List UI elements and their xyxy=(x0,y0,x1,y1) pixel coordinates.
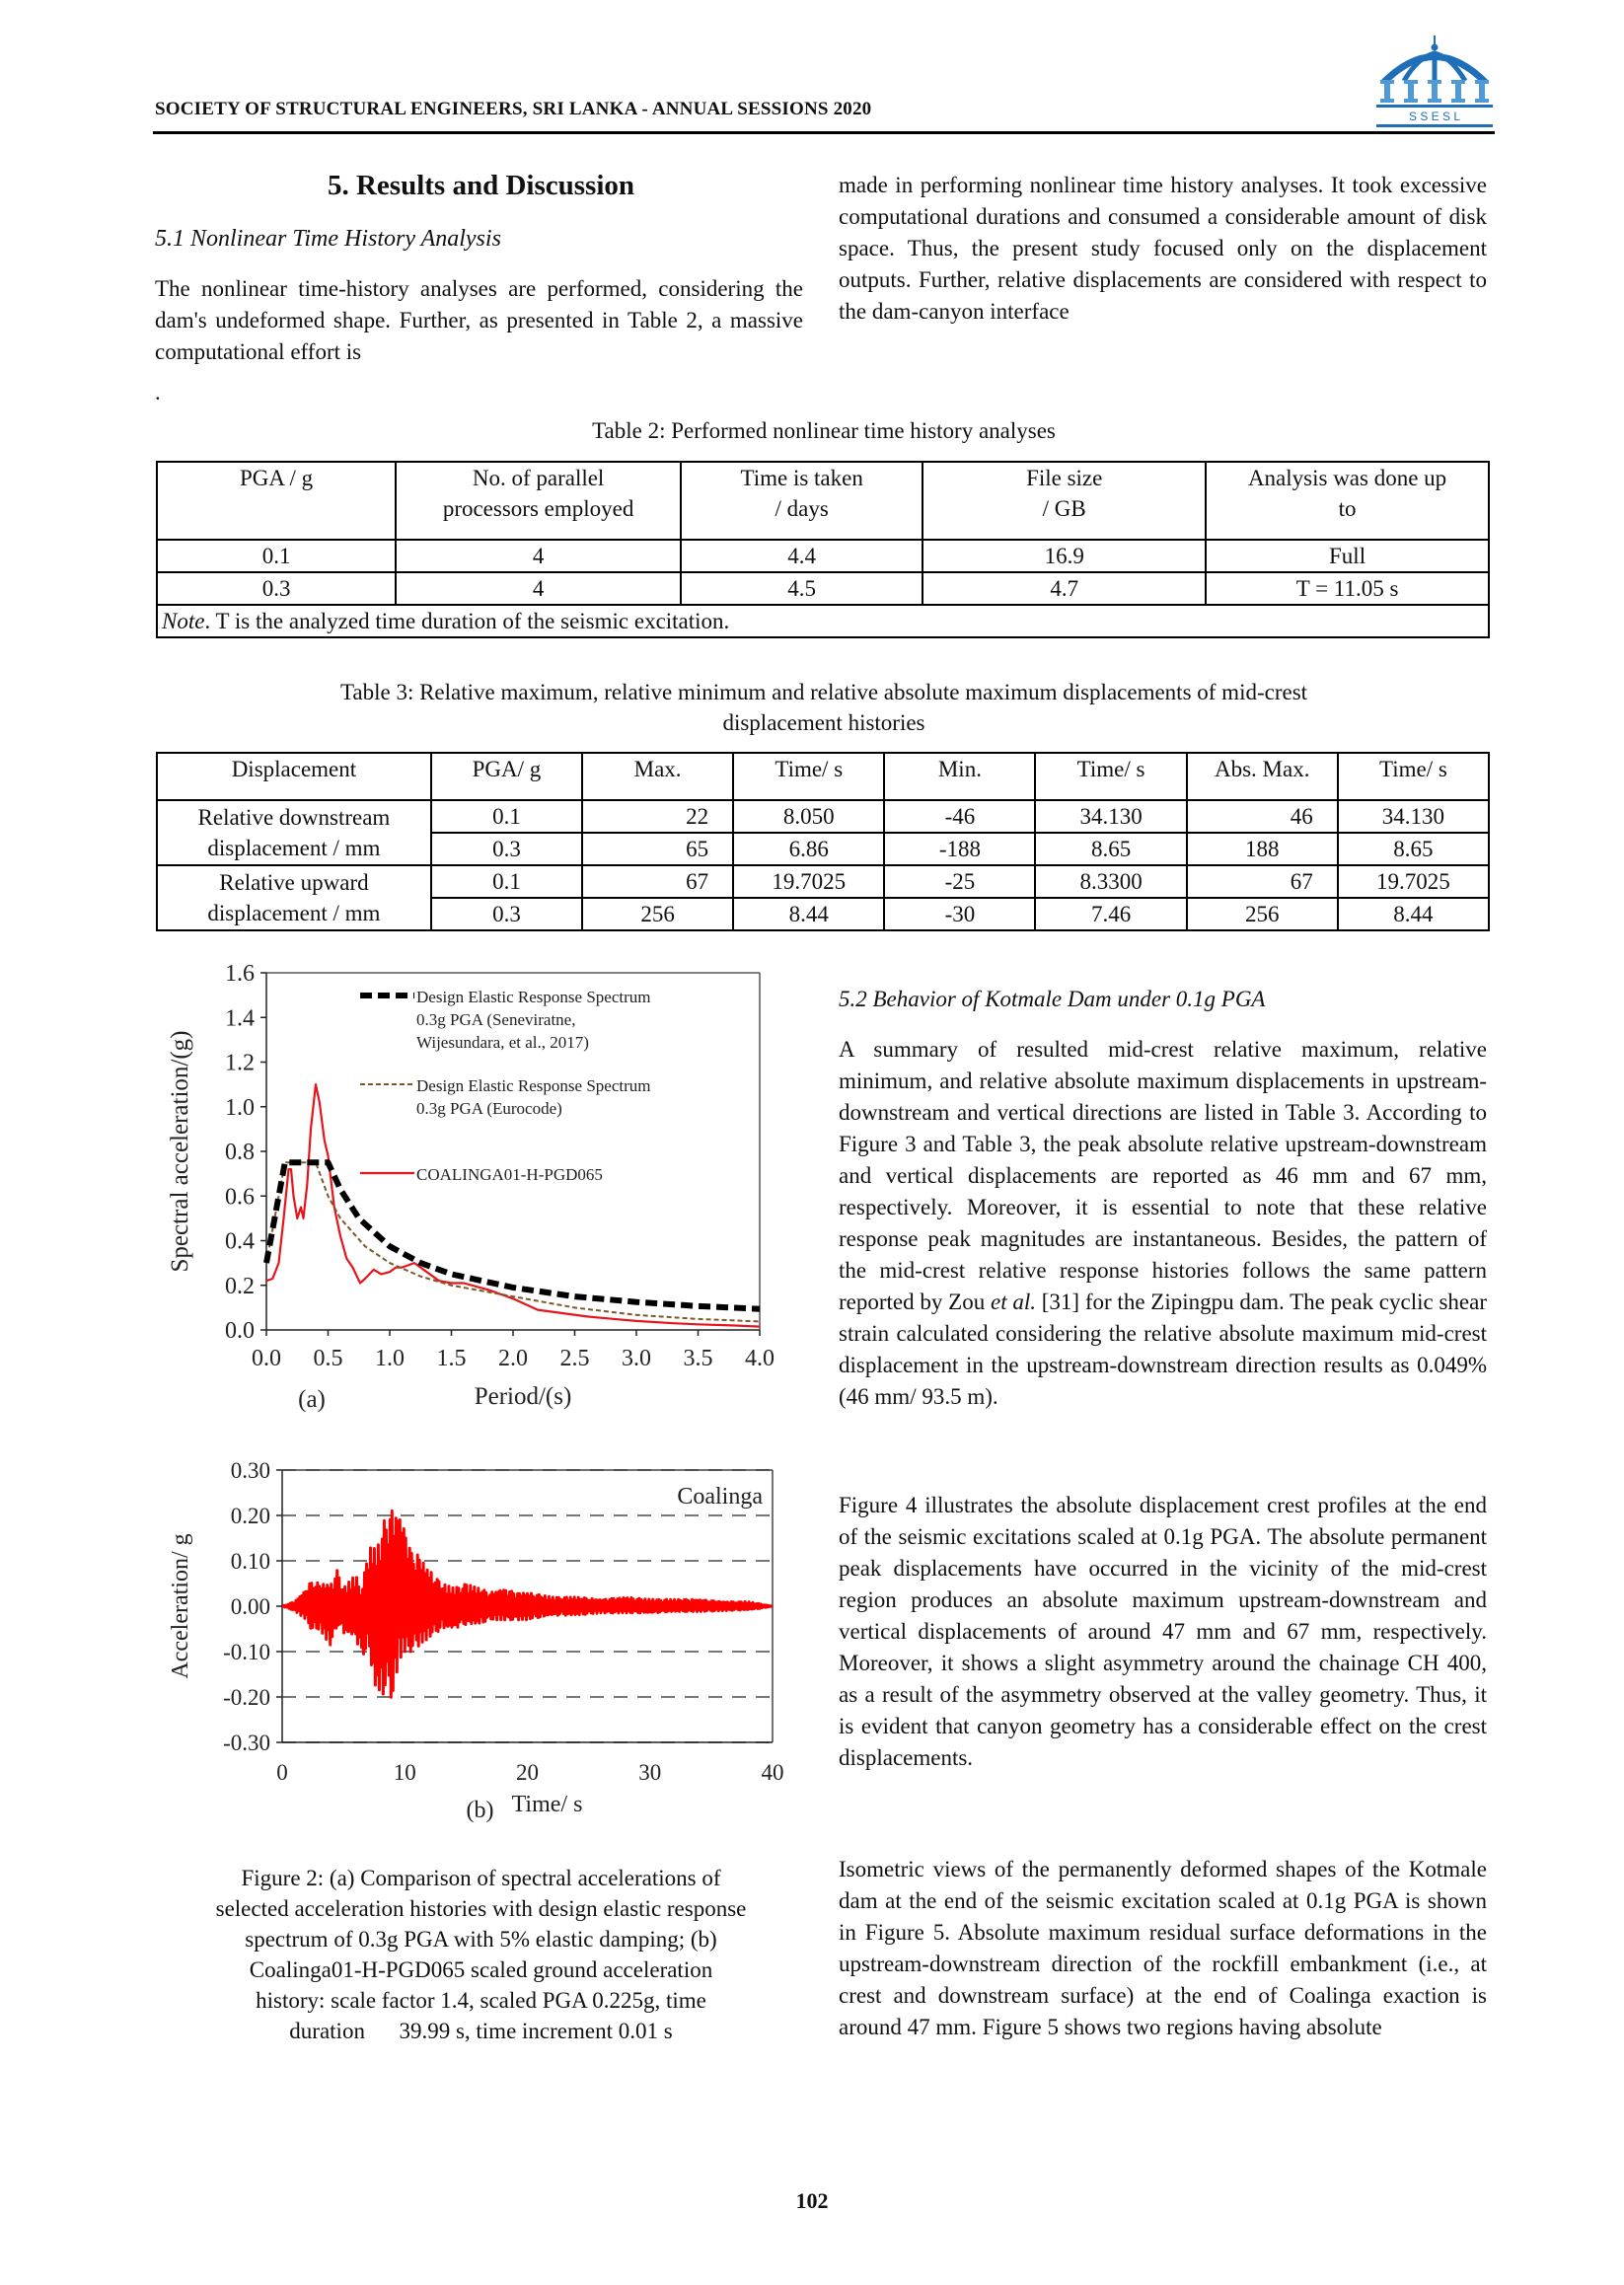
table3-cell: 67 xyxy=(1187,865,1338,898)
paragraph-5-1: The nonlinear time-history analyses are performed, considering the dam's undeformed shape. Further, as presented in Table 2, a massive computational effort is xyxy=(155,276,803,364)
paragraph-5-2-b: Figure 4 illustrates the absolute displacement crest profiles at the end of the seismic excitations scaled at 0.1g PGA. The absolute permanent peak displacements have occurred in the vicinity of the mid-crest region produces an absolute maximum upstream-downstream and vertical displacements of around 47 mm and 67 mm, respectively. Moreover, it shows a slight asymmetry around the chainage CH 400, as a result of the asymmetry observed at the valley geometry. Thus, it is evident that canyon geometry has a considerable effect on the crest displacements. xyxy=(839,1493,1487,1770)
acceleration-series-line xyxy=(282,1511,773,1697)
table2-cell: 4.4 xyxy=(681,540,923,572)
x-axis-label: Period/(s) xyxy=(474,1383,572,1410)
panel-label: (b) xyxy=(466,1798,494,1823)
y-tick-label: -0.10 xyxy=(223,1640,270,1664)
table2-caption: Table 2: Performed nonlinear time history analyses xyxy=(592,418,1056,443)
paragraph-5-2-c: Isometric views of the permanently deformed shapes of the Kotmale dam at the end of the seismic excitation scaled at 0.1g PGA is shown in Figure 5. Absolute maximum residual surface deformations in the upstream-downstream direction of the rockfill embankment (i.e., at crest and downstream surface) at the end of Coalinga exaction is around 47 mm. Figure 5 shows two regions having absolute xyxy=(839,1857,1487,2039)
logo-text: S S E S L xyxy=(1408,110,1461,123)
figure2-caption: Figure 2: (a) Comparison of spectral accelerations of selected acceleration histories with design elastic response spectrum of 0.3g PGA with 5% elastic damping; (b) Coalinga01-H-PGD065 scaled ground acceleration history: scale factor 1.4, scaled PGA 0.225g, time duration 39.99 s, time increment 0.01 s xyxy=(215,1866,747,2043)
table2-cell: Full xyxy=(1206,540,1489,572)
y-tick-label: 1.0 xyxy=(225,1094,255,1121)
table3-cell: 67 xyxy=(582,865,733,898)
table3-header-cell: PGA/ g xyxy=(431,753,582,800)
table2-header-cell: PGA / g xyxy=(157,462,396,540)
table2-header-cell: No. of parallel processors employed xyxy=(396,462,681,540)
table2 xyxy=(156,461,1490,638)
table2-header-cell: Analysis was done up to xyxy=(1206,462,1489,540)
y-tick-label: 1.2 xyxy=(225,1050,255,1076)
table3-cell: 0.3 xyxy=(431,898,582,930)
table3-cell: 8.65 xyxy=(1338,833,1489,865)
figure2a-spectral-chart xyxy=(158,962,799,1436)
table2-cell: 0.1 xyxy=(157,540,396,572)
legend-label: Design Elastic Response Spectrum xyxy=(416,988,651,1006)
table3-caption: Table 3: Relative maximum, relative minimum and relative absolute maximum displacements of mid-crest displacement histories xyxy=(339,680,1308,735)
table3-header-cell: Displacement xyxy=(157,753,431,800)
legend-label: Wijesundara, et al., 2017) xyxy=(416,1033,589,1052)
y-tick-label: 0.10 xyxy=(230,1549,270,1574)
table3-cell: 65 xyxy=(582,833,733,865)
x-tick-label: 3.0 xyxy=(622,1346,651,1371)
table3-cell: 256 xyxy=(1187,898,1338,930)
figure2b-acceleration-chart xyxy=(158,1460,799,1855)
table3-cell: -25 xyxy=(884,865,1035,898)
x-tick-label: 10 xyxy=(393,1760,416,1785)
x-tick-label: 3.5 xyxy=(683,1346,713,1371)
y-tick-label: 0.0 xyxy=(225,1318,255,1344)
x-tick-label: 4.0 xyxy=(745,1346,775,1371)
y-axis-label: Acceleration/ g xyxy=(168,1533,193,1679)
table-row xyxy=(157,540,1489,572)
table2-cell: 4.5 xyxy=(681,572,923,605)
y-tick-label: 0.4 xyxy=(225,1228,255,1255)
table2-cell: 4 xyxy=(396,572,681,605)
x-tick-label: 1.0 xyxy=(375,1346,405,1371)
x-tick-label: 2.0 xyxy=(498,1346,528,1371)
y-axis-label: Spectral acceleration/(g) xyxy=(167,1030,193,1273)
table3 xyxy=(156,752,1490,931)
table3-cell: 7.46 xyxy=(1035,898,1186,930)
x-tick-label: 2.5 xyxy=(559,1346,590,1371)
legend-label: Design Elastic Response Spectrum xyxy=(416,1076,651,1095)
table2-header-row xyxy=(157,462,1489,540)
table3-cell: -46 xyxy=(884,800,1035,833)
subsection-5-1-title: 5.1 Nonlinear Time History Analysis xyxy=(155,226,501,252)
y-tick-label: 0.6 xyxy=(225,1184,255,1211)
paragraph-5-2-a: A summary of resulted mid-crest relative maximum, relative minimum, and relative absolute maximum displacements in upstream-downstream and vertical directions are listed in Table 3. According to Figure 3 and Table 3, the peak absolute relative upstream-downstream and vertical displacements are reported as 46 mm and 67 mm, respectively. Moreover, it is essential to note that these relative response peak magnitudes are instantaneous. Besides, the pattern of the mid-crest relative response histories follows the same pattern reported by Zou et al. [31] for the Zipingpu dam. The peak cyclic shear strain calculated considering the relative absolute maximum mid-crest displacement in the upstream-downstream direction results as 0.049% (46 mm/ 93.5 m). xyxy=(839,1037,1487,1409)
x-tick-label: 30 xyxy=(638,1760,662,1785)
stray-dot: . xyxy=(155,380,161,405)
table3-cell: 0.1 xyxy=(431,865,582,898)
x-tick-label: 0 xyxy=(276,1760,288,1785)
x-tick-label: 0.0 xyxy=(252,1346,281,1371)
table3-header-row xyxy=(157,753,1489,800)
y-tick-label: 0.00 xyxy=(230,1594,270,1619)
table2-cell: 4.7 xyxy=(923,572,1206,605)
table3-cell: 8.44 xyxy=(1338,898,1489,930)
table3-cell: 6.86 xyxy=(733,833,884,865)
table3-cell: 256 xyxy=(582,898,733,930)
table-row xyxy=(157,865,1489,898)
chart-annotation: Coalinga xyxy=(677,1484,763,1510)
table3-cell: 188 xyxy=(1187,833,1338,865)
table2-cell: 4 xyxy=(396,540,681,572)
table3-cell: 46 xyxy=(1187,800,1338,833)
y-tick-label: 0.20 xyxy=(230,1504,270,1528)
y-tick-label: 0.30 xyxy=(230,1460,270,1483)
table3-cell: 8.050 xyxy=(733,800,884,833)
table2-note: Note. T is the analyzed time duration of the seismic excitation. xyxy=(157,605,1489,637)
y-tick-label: 1.6 xyxy=(225,962,255,987)
page-number: 102 xyxy=(795,2188,829,2213)
table-row xyxy=(157,800,1489,833)
y-tick-label: -0.20 xyxy=(223,1685,270,1710)
x-axis-label: Time/ s xyxy=(511,1792,583,1817)
legend-label: COALINGA01-H-PGD065 xyxy=(416,1165,603,1184)
table2-cell: 16.9 xyxy=(923,540,1206,572)
legend-label: 0.3g PGA (Seneviratne, xyxy=(416,1010,576,1029)
header-rule xyxy=(153,131,1495,134)
y-tick-label: 0.2 xyxy=(225,1273,255,1299)
table3-cell: 34.130 xyxy=(1338,800,1489,833)
table-row xyxy=(157,572,1489,605)
x-tick-label: 0.5 xyxy=(313,1346,343,1371)
table3-cell: 8.3300 xyxy=(1035,865,1186,898)
table2-header-cell: Time is taken / days xyxy=(681,462,923,540)
table3-header-cell: Abs. Max. xyxy=(1187,753,1338,800)
table2-header-cell: File size / GB xyxy=(923,462,1206,540)
table3-header-cell: Time/ s xyxy=(1035,753,1186,800)
table3-header-cell: Max. xyxy=(582,753,733,800)
journal-header-title: SOCIETY OF STRUCTURAL ENGINEERS, SRI LANKA - ANNUAL SESSIONS 2020 xyxy=(155,99,872,119)
x-tick-label: 40 xyxy=(761,1760,784,1785)
section-title: 5. Results and Discussion xyxy=(327,170,635,201)
table3-cell: 8.44 xyxy=(733,898,884,930)
table3-row-label: Relative downstream displacement / mm xyxy=(157,800,431,865)
table2-cell: 0.3 xyxy=(157,572,396,605)
table3-cell: -30 xyxy=(884,898,1035,930)
ssesl-logo-icon xyxy=(1374,34,1495,128)
table3-row-label: Relative upward displacement / mm xyxy=(157,865,431,930)
paragraph-5-1-continued: made in performing nonlinear time history analyses. It took excessive computational durations and consumed a considerable amount of disk space. Thus, the present study focused only on the displacement outputs. Further, relative displacements are considered with respect to the dam-canyon interface xyxy=(839,173,1487,324)
subsection-5-2-title: 5.2 Behavior of Kotmale Dam under 0.1g PGA xyxy=(839,987,1266,1011)
table3-cell: 19.7025 xyxy=(1338,865,1489,898)
table3-cell: 8.65 xyxy=(1035,833,1186,865)
y-tick-label: 1.4 xyxy=(225,1005,255,1032)
table2-cell: T = 11.05 s xyxy=(1206,572,1489,605)
table3-header-cell: Time/ s xyxy=(733,753,884,800)
table3-header-cell: Time/ s xyxy=(1338,753,1489,800)
table3-cell: -188 xyxy=(884,833,1035,865)
y-tick-label: -0.30 xyxy=(223,1731,270,1755)
table3-header-cell: Min. xyxy=(884,753,1035,800)
table3-cell: 22 xyxy=(582,800,733,833)
panel-label: (a) xyxy=(298,1386,326,1413)
x-tick-label: 20 xyxy=(516,1760,539,1785)
legend-label: 0.3g PGA (Eurocode) xyxy=(416,1099,562,1118)
y-tick-label: 0.8 xyxy=(225,1140,255,1165)
table3-cell: 34.130 xyxy=(1035,800,1186,833)
table2-note-row xyxy=(157,605,1489,637)
x-tick-label: 1.5 xyxy=(436,1346,467,1371)
table3-cell: 0.1 xyxy=(431,800,582,833)
table3-cell: 19.7025 xyxy=(733,865,884,898)
table3-cell: 0.3 xyxy=(431,833,582,865)
